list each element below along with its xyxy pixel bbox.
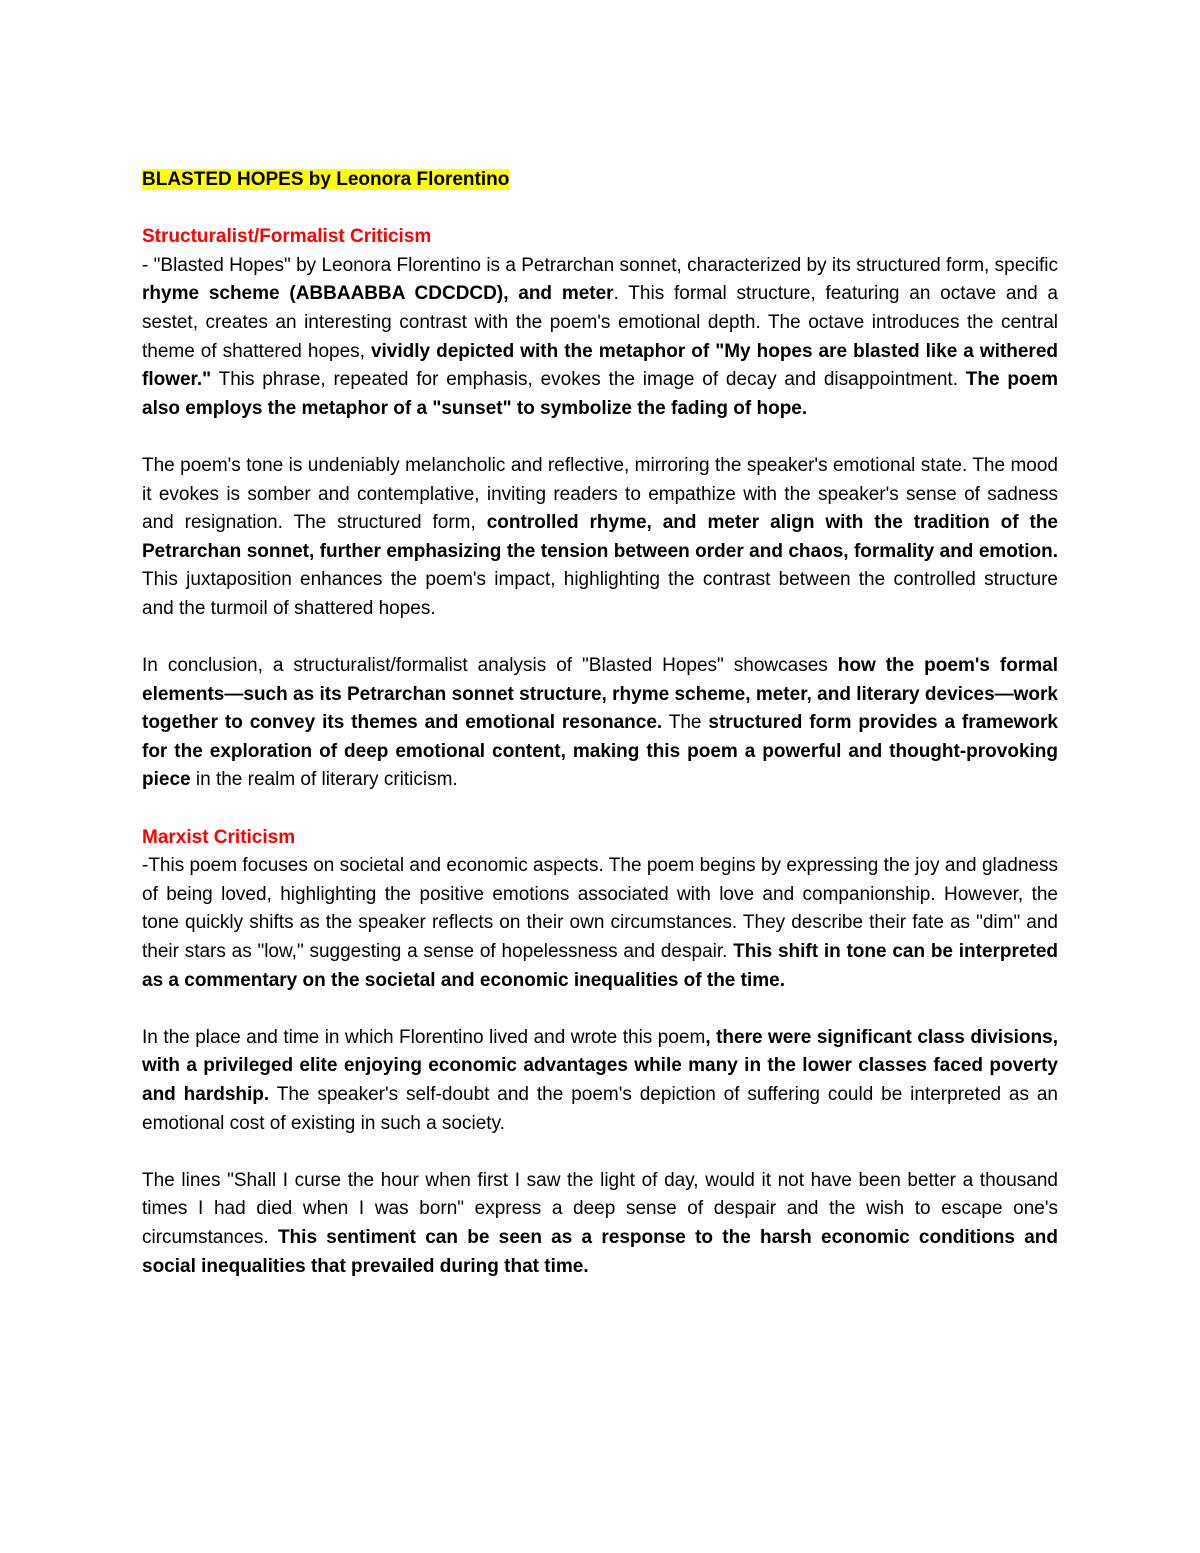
bold-text-run: The poem also employs the metaphor of a "sunset" to symbolize the fading of hope. xyxy=(142,369,1058,419)
bold-text-run: structured form provides a framework for the exploration of deep emotional content, making this poem a powerful and thought-provoking piece xyxy=(142,712,1058,791)
text-run: The xyxy=(662,712,709,734)
text-run: - "Blasted Hopes" by Leonora Florentino is a Petrarchan sonnet, characterized by its structured form, specific xyxy=(142,254,1058,276)
bold-text-run: , there were significant class divisions, with a privileged elite enjoying economic advantages while many in the lower classes faced poverty and hardship. xyxy=(142,1026,1058,1105)
text-run: In the place and time in which Florentino lived and wrote this poem xyxy=(142,1026,706,1048)
section-heading: Marxist Criticism xyxy=(142,826,296,848)
bold-text-run: how the poem's formal elements—such as its Petrarchan sonnet structure, rhyme scheme, meter, and literary devices—work together to convey its themes and emotional resonance. xyxy=(142,655,1058,734)
text-run: This phrase, repeated for emphasis, evokes the image of decay and disappointment. xyxy=(211,369,966,391)
text-run: -This poem focuses on societal and economic aspects. The poem begins by expressing the joy and gladness of being loved, highlighting the positive emotions associated with love and companionship. However, the tone quickly shifts as the speaker reflects on their own circumstances. They describe their fate as "dim" and their stars as "low," suggesting a sense of hopelessness and despair. xyxy=(142,855,1058,963)
paragraph xyxy=(142,852,1058,995)
text-run: . This formal structure, featuring an octave and a sestet, creates an interesting contrast with the poem's emotional depth. The octave introduces the central theme of shattered hopes, xyxy=(142,283,1058,362)
bold-text-run: This shift in tone can be interpreted as a commentary on the societal and economic inequalities of the time. xyxy=(142,941,1058,991)
text-run: in the realm of literary criticism. xyxy=(190,769,458,791)
document-title-text: BLASTED HOPES by Leonora Florentino xyxy=(142,169,510,190)
paragraph xyxy=(142,252,1058,424)
bold-text-run: vividly depicted with the metaphor of "My hopes are blasted like a withered flower." xyxy=(142,340,1058,391)
section-structuralist-formalist xyxy=(142,223,1058,795)
paragraph xyxy=(142,452,1058,624)
paragraph xyxy=(142,652,1058,795)
document-page xyxy=(142,166,1058,1310)
text-run: The speaker's self-doubt and the poem's depiction of suffering could be interpreted as an emotional cost of existing in such a society. xyxy=(142,1084,1058,1134)
text-run: In conclusion, a structuralist/formalist analysis of "Blasted Hopes" showcases xyxy=(142,655,838,677)
section-marxist xyxy=(142,824,1058,1282)
bold-text-run: This sentiment can be seen as a response to the harsh economic conditions and social inequalities that prevailed during that time. xyxy=(142,1226,1059,1277)
text-run: This juxtaposition enhances the poem's impact, highlighting the contrast between the controlled structure and the turmoil of shattered hopes. xyxy=(142,569,1058,619)
paragraph xyxy=(142,1167,1058,1281)
section-heading: Structuralist/Formalist Criticism xyxy=(142,226,432,248)
paragraph xyxy=(142,1024,1058,1138)
bold-text-run: rhyme scheme (ABBAABBA CDCDCD), and meter xyxy=(142,283,614,305)
bold-text-run: controlled rhyme, and meter align with the tradition of the Petrarchan sonnet, further emphasizing the tension between order and chaos, formality and emotion. xyxy=(142,512,1059,562)
document-title xyxy=(142,166,1058,195)
text-run: The lines "Shall I curse the hour when first I saw the light of day, would it not have been better a thousand times I had died when I was born" express a deep sense of despair and the wish to escape one's circumstances. xyxy=(142,1169,1058,1248)
text-run: The poem's tone is undeniably melancholic and reflective, mirroring the speaker's emotional state. The mood it evokes is somber and contemplative, inviting readers to empathize with the speaker's sense of sadness and resignation. The structured form, xyxy=(142,454,1058,534)
